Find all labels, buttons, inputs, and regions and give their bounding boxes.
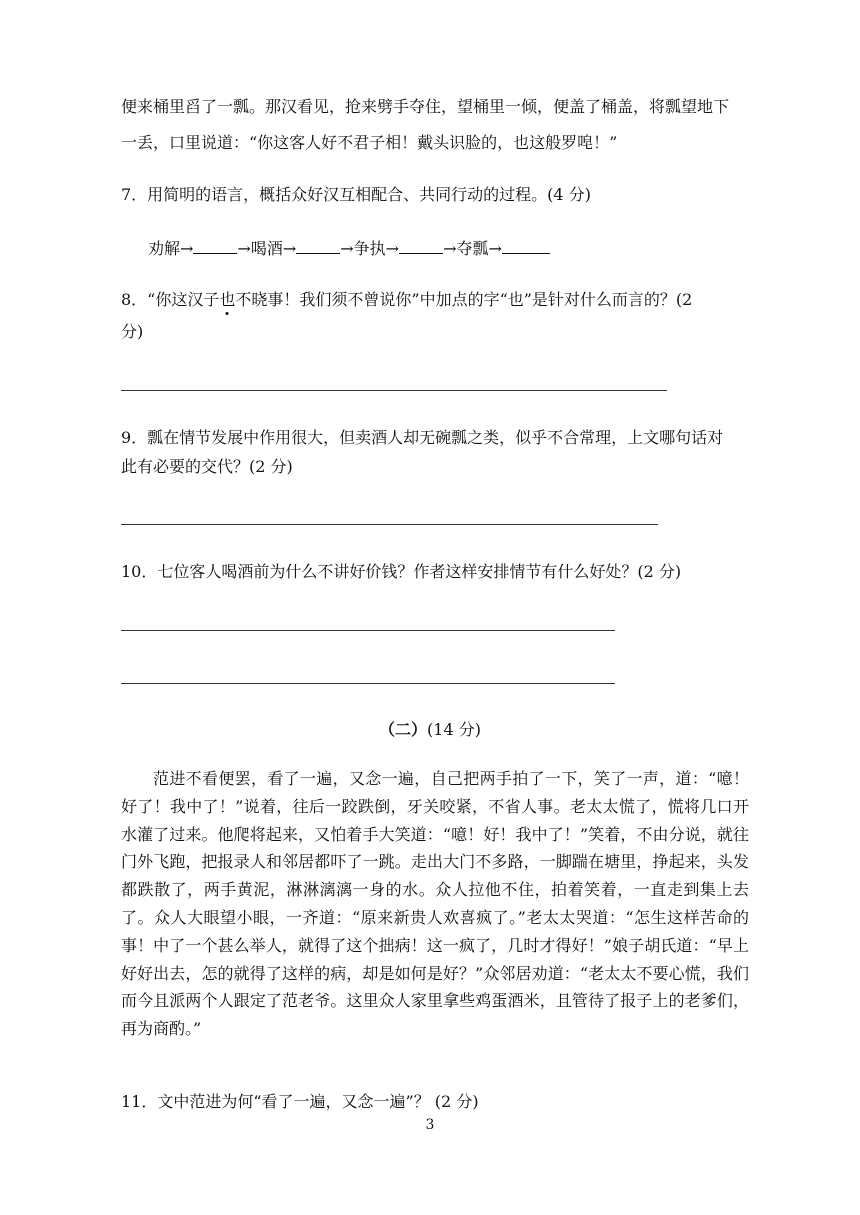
answer-line-q8[interactable]	[121, 390, 667, 391]
answer-line-q9[interactable]	[121, 524, 658, 525]
flow-blank-2[interactable]	[296, 238, 340, 254]
flow-blank-1[interactable]	[193, 238, 237, 254]
question-8: 8．“你这汉子也不晓事！我们须不曾说你”中加点的字“也”是针对什么而言的？(2	[121, 290, 693, 309]
flow-blank-3[interactable]	[399, 238, 443, 254]
answer-line-q10-2[interactable]	[121, 683, 615, 684]
question-11: 11．文中范进为何“看了一遍，又念一遍”？ (2 分)	[121, 1092, 479, 1111]
answer-line-q10-1[interactable]	[121, 630, 615, 631]
question-9-line2: 此有必要的交代？(2 分)	[121, 457, 293, 476]
flow-step-3: →争执→	[340, 239, 400, 258]
question-7: 7．用简明的语言，概括众好汉互相配合、共同行动的过程。(4 分)	[121, 185, 591, 204]
flow-step-4: →夺瓢→	[443, 239, 502, 258]
question-9-line1: 9．瓢在情节发展中作用很大，但卖酒人却无碗瓢之类，似乎不合常理，上文哪句话对	[121, 428, 724, 447]
dotted-char: 也	[219, 290, 236, 309]
flow-step-2: →喝酒→	[237, 239, 297, 258]
excerpt-line-1: 便来桶里舀了一瓢。那汉看见，抢来劈手夺住，望桶里一倾，便盖了桶盖，将瓢望地下	[121, 97, 730, 116]
excerpt-line-2: 一丢，口里说道：“你这客人好不君子相！戴头识脸的，也这般罗唣！”	[121, 133, 618, 152]
section-2-title: （二）(14 分)	[379, 720, 481, 739]
question-7-flow	[148, 238, 550, 259]
question-10: 10．七位客人喝酒前为什么不讲好价钱？作者这样安排情节有什么好处？(2 分)	[121, 562, 682, 581]
question-8-line2: 分)	[121, 322, 144, 341]
flow-step-1: 劝解→	[148, 239, 194, 258]
page-number: 3	[425, 1117, 435, 1133]
flow-blank-4[interactable]	[502, 238, 550, 254]
passage: 范进不看便罢，看了一遍，又念一遍，自己把两手拍了一下，笑了一声，道：“噫！好了！我中了！”说着，往后一跤跌倒，牙关咬紧，不省人事。老太太慌了，慌将几口开水灌了过来。他爬将起来，又怕着手大笑道：“噫！好！我中了！”笑着，不由分说，就往门外飞跑，把报录人和邻居都吓了一跳。走出大门不多路，一脚踹在塘里，挣起来，头发都跌散了，两手黄泥，淋淋漓漓一身的水。众人拉他不住，拍着笑着，一直走到集上去了。众人大眼望小眼，一齐道：“原来新贵人欢喜疯了。”老太太哭道：“怎生这样苦命的事！中了一个甚么举人，就得了这个拙病！这一疯了，几时才得好！”娘子胡氏道：“早上好好出去，怎的就得了这样的病，却是如何是好？”众邻居劝道：“老太太不要心慌，我们而今且派两个人跟定了范老爷。这里众人家里拿些鸡蛋酒米，且管待了报子上的老爹们，再为商酌。”	[121, 769, 749, 1039]
